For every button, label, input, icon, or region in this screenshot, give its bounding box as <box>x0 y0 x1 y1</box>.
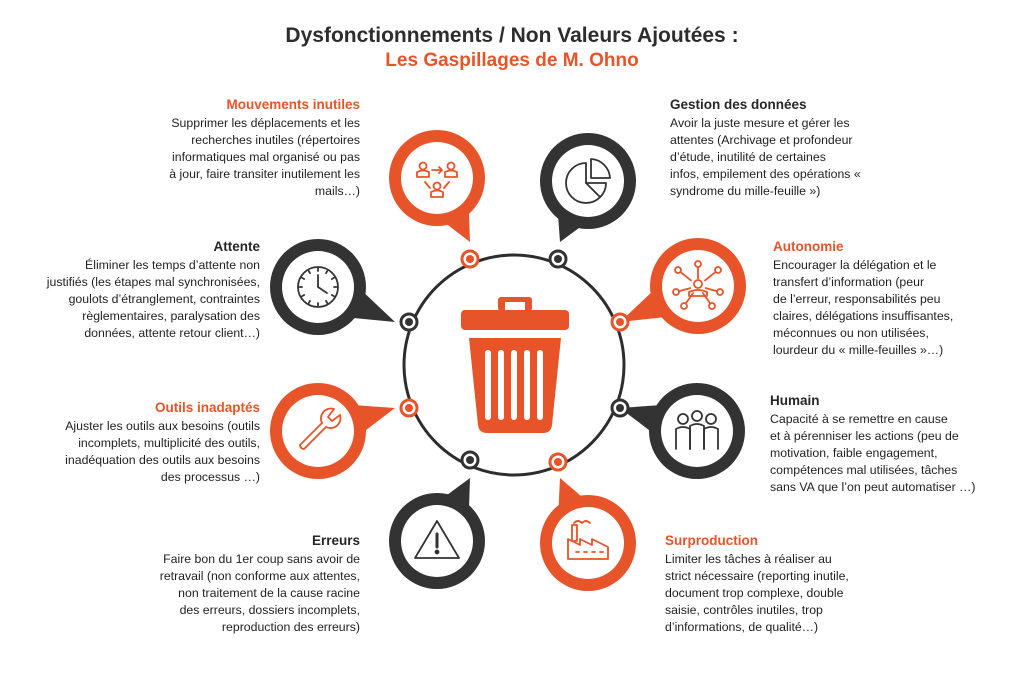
bubble-attente <box>270 239 395 335</box>
description-line: règlementaires, paralysation des <box>82 309 260 323</box>
description-line: d’informations, de qualité…) <box>665 620 819 634</box>
description-line: syndrome du mille-feuille ») <box>670 184 821 198</box>
description-line: motivation, faible engagement, <box>770 446 938 460</box>
description-line: non traitement de la cause racine <box>178 586 360 600</box>
heading-mouvements: Mouvements inutiles <box>226 97 360 112</box>
description-line: mails…) <box>314 184 360 198</box>
text-block-attente <box>30 238 260 342</box>
description-line: recherches inutiles (répertoires <box>191 133 360 147</box>
description-line: strict nécessaire (reporting inutile, <box>665 569 849 583</box>
description-line: Ajuster les outils aux besoins (outils <box>65 419 260 433</box>
heading-outils: Outils inadaptés <box>154 400 260 415</box>
description-line: de l’erreur, responsabilités peu <box>773 292 941 306</box>
text-block-outils <box>30 399 260 486</box>
description-line: des processus …) <box>160 470 260 484</box>
description-line: incomplets, multiplicité des outils, <box>78 436 260 450</box>
bubble-erreurs <box>389 478 485 589</box>
description-line: inadéquation des outils aux besoins <box>65 453 260 467</box>
text-block-mouvements <box>140 96 360 200</box>
description-line: document trop complexe, double <box>665 586 844 600</box>
text-block-gestion <box>670 96 900 200</box>
description-line: et à pérenniser les actions (peu de <box>770 429 959 443</box>
description-line: Avoir la juste mesure et gérer les <box>670 116 850 130</box>
bubble-outils <box>270 383 395 479</box>
description-line: saisie, contrôles inutiles, trop <box>665 603 823 617</box>
title-line-2: Les Gaspillages de M. Ohno <box>385 50 639 71</box>
bubble-mouvements <box>389 130 485 242</box>
bubble-humain <box>620 383 745 479</box>
text-block-autonomie <box>773 238 1003 359</box>
description-line: retravail (non conforme aux attentes, <box>159 569 360 583</box>
bubble-surproduction <box>540 478 636 591</box>
description-line: à jour, faire transiter inutilement les <box>169 167 360 181</box>
description-line: Faire bon du 1er coup sans avoir de <box>163 552 360 566</box>
heading-erreurs: Erreurs <box>311 533 360 548</box>
description-line: Supprimer les déplacements et les <box>171 116 360 130</box>
description-line: d’étude, inutilité de certaines <box>670 150 826 164</box>
heading-gestion: Gestion des données <box>670 97 807 112</box>
description-line: Capacité à se remettre en cause <box>770 412 948 426</box>
description-line: transfert d’information (peur <box>773 275 925 289</box>
heading-surproduction: Surproduction <box>665 533 758 548</box>
text-block-erreurs <box>130 532 360 636</box>
bubble-gestion <box>540 133 636 242</box>
description-line: méconnues ou non utilisées, <box>773 326 929 340</box>
description-line: des erreurs, dossiers incomplets, <box>179 603 360 617</box>
description-line: Encourager la délégation et le <box>773 258 937 272</box>
text-block-humain <box>770 392 1000 496</box>
title-line-1: Dysfonctionnements / Non Valeurs Ajoutées : <box>285 24 739 47</box>
description-line: Limiter les tâches à réaliser au <box>665 552 832 566</box>
description-line: sans VA que l’on peut automatiser …) <box>770 480 976 494</box>
description-line: claires, délégations insuffisantes, <box>773 309 954 323</box>
description-line: compétences mal utilisées, tâches <box>770 463 958 477</box>
heading-autonomie: Autonomie <box>773 239 844 254</box>
description-line: Éliminer les temps d’attente non <box>85 258 260 272</box>
bubble-autonomie <box>620 238 746 334</box>
description-line: infos, empilement des opérations « <box>670 167 861 181</box>
description-line: justifiés (les étapes mal synchronisées, <box>46 275 260 289</box>
description-line: attentes (Archivage et profondeur <box>670 133 853 147</box>
description-line: reproduction des erreurs) <box>221 620 360 634</box>
description-line: lourdeur du « mille-feuilles »…) <box>773 343 944 357</box>
heading-attente: Attente <box>213 239 260 254</box>
trash-can-icon <box>461 297 569 433</box>
text-block-surproduction <box>665 532 895 636</box>
description-line: goulots d’étranglement, contraintes <box>68 292 260 306</box>
description-line: informatiques mal organisé ou pas <box>172 150 360 164</box>
heading-humain: Humain <box>770 393 820 408</box>
description-line: données, attente retour client…) <box>84 326 260 340</box>
